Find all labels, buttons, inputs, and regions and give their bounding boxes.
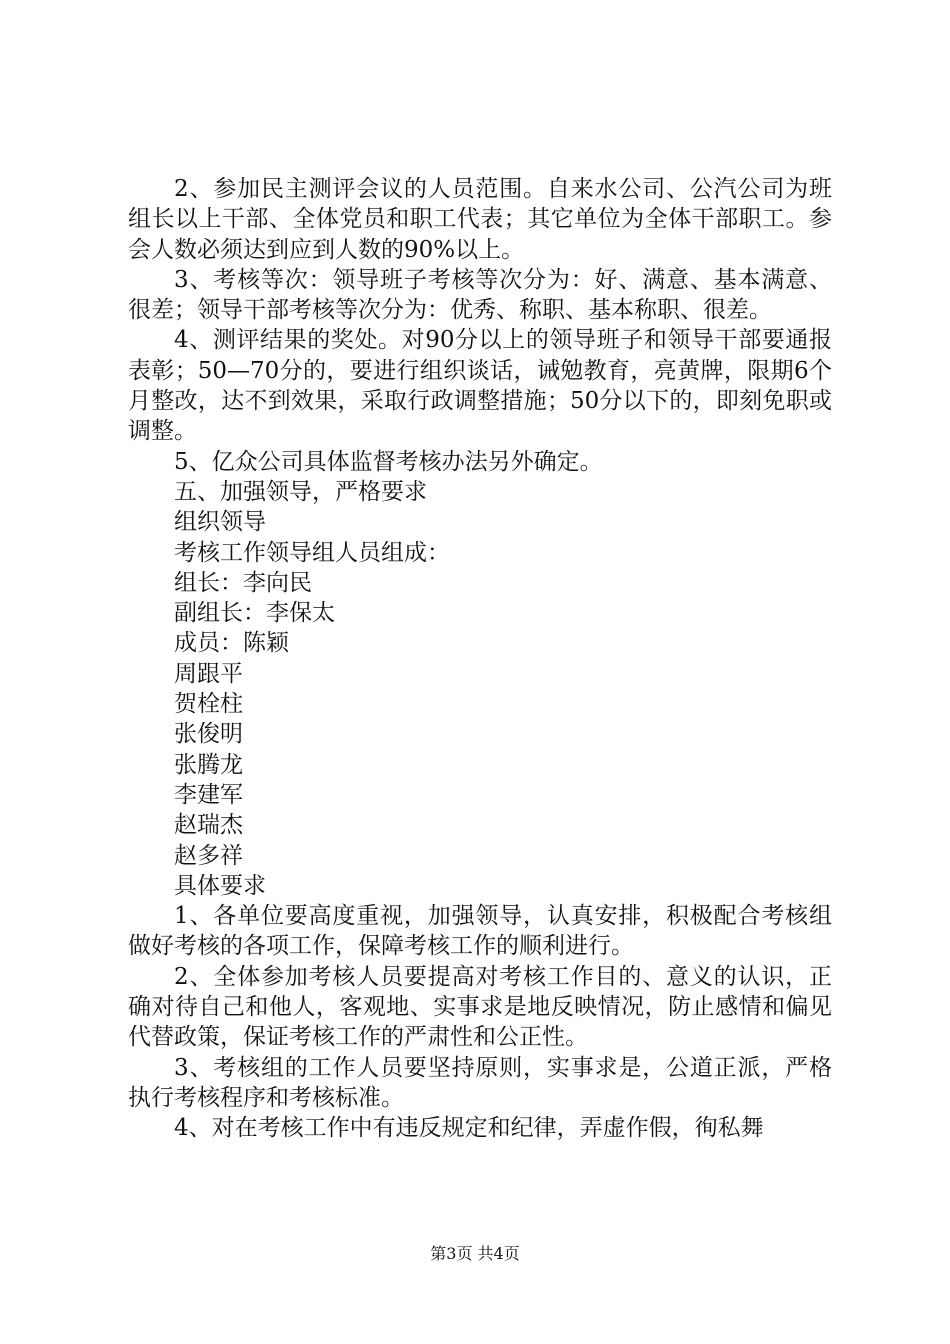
paragraph-meeting-scope: 2、参加民主测评会议的人员范围。自来水公司、公汽公司为班组长以上干部、全体党员和职工代表；其它单位为全体干部职工。参会人数必须达到应到人数的90%以上。 (128, 176, 832, 263)
member-name: 赵瑞杰 (174, 812, 243, 839)
subheading-requirements: 具体要求 (174, 872, 266, 899)
paragraph-requirement-2: 2、全体参加考核人员要提高对考核工作目的、意义的认识，正确对待自己和他人，客观地、实事求是地反映情况，防止感情和偏见代替政策，保证考核工作的严肃性和公正性。 (128, 963, 832, 1051)
paragraph-requirement-3: 3、考核组的工作人员要坚持原则，实事求是，公道正派，严格执行考核程序和考核标准。 (128, 1054, 832, 1111)
paragraph-supervision: 5、亿众公司具体监督考核办法另外确定。 (174, 448, 603, 475)
section-heading-five: 五、加强领导，严格要求 (174, 478, 427, 505)
member-name: 张腾龙 (174, 751, 243, 778)
document-body (128, 174, 832, 1144)
paragraph-group-composition: 考核工作领导组人员组成： (174, 539, 450, 566)
member-name: 周跟平 (174, 660, 243, 687)
deputy-leader-line: 副组长：李保太 (174, 600, 335, 627)
subheading-organization: 组织领导 (174, 509, 266, 536)
paragraph-requirement-1: 1、各单位要高度重视，加强领导，认真安排，积极配合考核组做好考核的各项工作，保障考核工作的顺利进行。 (128, 903, 832, 960)
paragraph-rewards-penalties: 4、测评结果的奖处。对90分以上的领导班子和领导干部要通报表彰；50—70分的，要进行组织谈话，诫勉教育，亮黄牌，限期6个月整改，达不到效果，采取行政调整措施；50分以下的，即刻免职或调整。 (128, 327, 832, 445)
member-name: 贺栓柱 (174, 691, 243, 718)
paragraph-requirement-4: 4、对在考核工作中有违反规定和纪律，弄虚作假，徇私舞 (174, 1115, 764, 1142)
member-name: 张俊明 (174, 721, 243, 748)
members-line: 成员：陈颖 (174, 630, 289, 657)
group-leader-line: 组长：李向民 (174, 569, 312, 596)
page-number-footer: 第3页 共4页 (430, 1244, 520, 1263)
member-name: 赵多祥 (174, 842, 243, 869)
paragraph-assessment-grades: 3、考核等次：领导班子考核等次分为：好、满意、基本满意、很差；领导干部考核等次分为：优秀、称职、基本称职、很差。 (128, 266, 832, 324)
member-name: 李建军 (174, 781, 243, 808)
